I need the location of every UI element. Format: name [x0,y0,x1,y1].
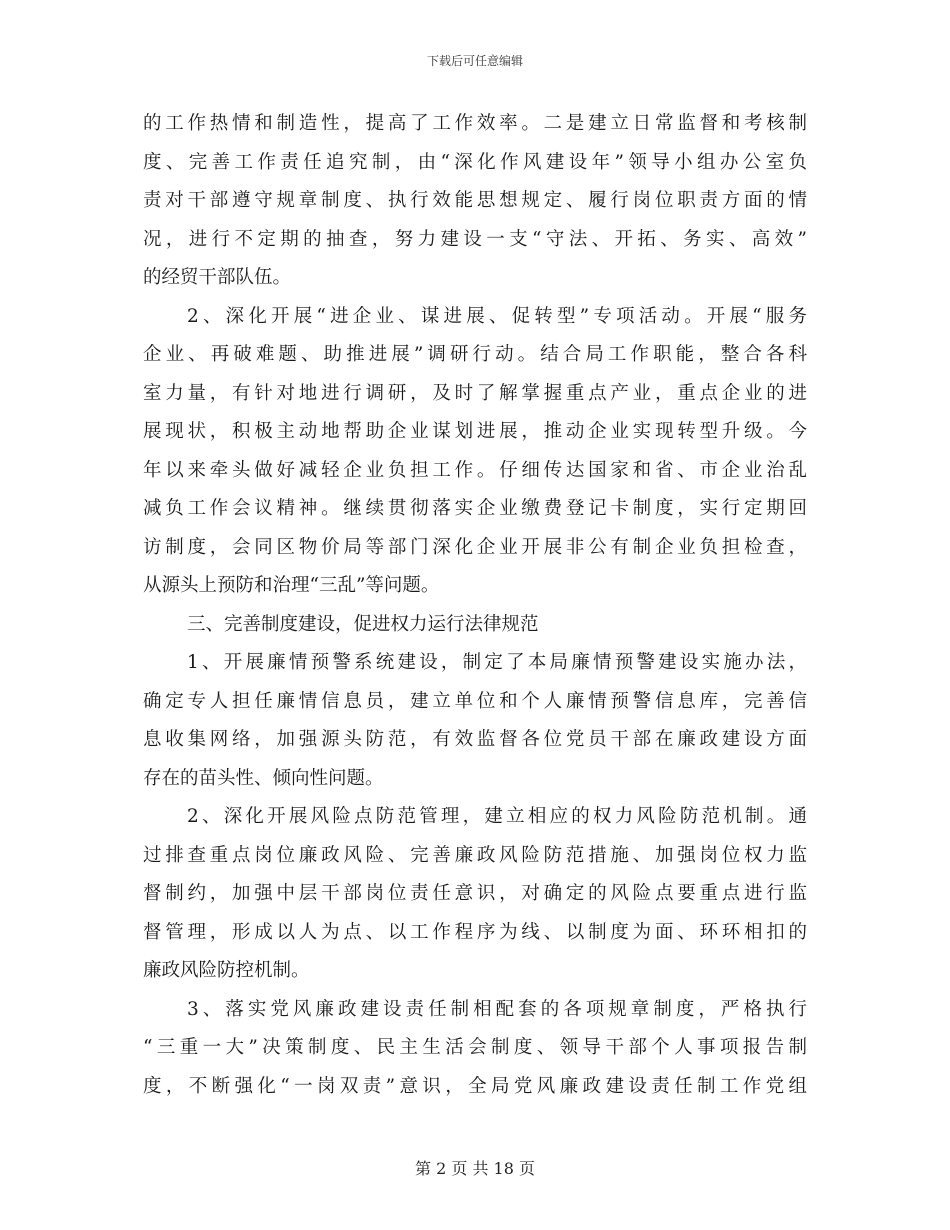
text-line: 展现状，积极主动地帮助企业谋划进展，推动企业实现转型升级。今 [143,421,807,442]
text-line: 访制度，会同区物价局等部门深化企业开展非公有制企业负担检查， [143,536,807,558]
text-line: 2、深化开展“进企业、谋进展、促转型”专项活动。开展“服务 [187,305,807,327]
text-line: 确定专人担任廉情信息员，建立单位和个人廉情预警信息库，完善信 [143,690,807,712]
text-line: 况，进行不定期的抽查，努力建设一支“守法、开拓、务实、高效” [143,228,807,250]
text-line: 从源头上预防和治理“三乱”等问题。 [143,575,440,596]
text-line: 年以来牵头做好减轻企业负担工作。仔细传达国家和省、市企业治乱 [143,459,807,481]
text-line: 督制约，加强中层干部岗位责任意识，对确定的风险点要重点进行监 [143,883,807,904]
text-line: 的经贸干部队伍。 [143,267,292,288]
text-line: 督管理，形成以人为点、以工作程序为线、以制度为面、环环相扣的 [143,921,807,943]
text-line: 1、开展廉情预警系统建设，制定了本局廉情预警建设实施办法， [187,652,807,673]
text-line: 责对干部遵守规章制度、执行效能思想规定、履行岗位职责方面的情 [143,190,807,211]
page-number-footer: 第 2 页 共 18 页 [415,1159,535,1178]
text-line: 减负工作会议精神。继续贯彻落实企业缴费登记卡制度，实行定期回 [143,498,807,519]
text-line: 企业、再破难题、助推进展”调研行动。结合局工作职能，整合各科 [143,344,807,365]
text-line: 存在的苗头性、倾向性问题。 [143,767,384,789]
text-line: 2、深化开展风险点防范管理，建立相应的权力风险防范机制。通 [187,806,807,827]
text-line: 3、落实党风廉政建设责任制相配套的各项规章制度，严格执行 [187,998,807,1020]
text-line: 度，不断强化“一岗双责”意识，全局党风廉政建设责任制工作党组 [143,1075,807,1097]
text-line: 室力量，有针对地进行调研，及时了解掌握重点产业，重点企业的进 [143,382,807,404]
text-line: 的工作热情和制造性，提高了工作效率。二是建立日常监督和考核制 [143,113,807,134]
document-body [143,105,807,1106]
text-line: 度、完善工作责任追究制，由“深化作风建设年”领导小组办公室负 [143,151,807,173]
text-line: 过排查重点岗位廉政风险、完善廉政风险防范措施、加强岗位权力监 [143,844,807,866]
page-header: 下载后可任意编辑 [426,54,523,68]
text-line: 息收集网络，加强源头防范，有效监督各位党员干部在廉政建设方面 [143,729,807,750]
text-line: 廉政风险防控机制。 [143,960,310,981]
section-heading: 三、完善制度建设，促进权力运行法律规范 [187,613,539,635]
text-line: “三重一大”决策制度、民主生活会制度、领导干部个人事项报告制 [143,1037,807,1058]
